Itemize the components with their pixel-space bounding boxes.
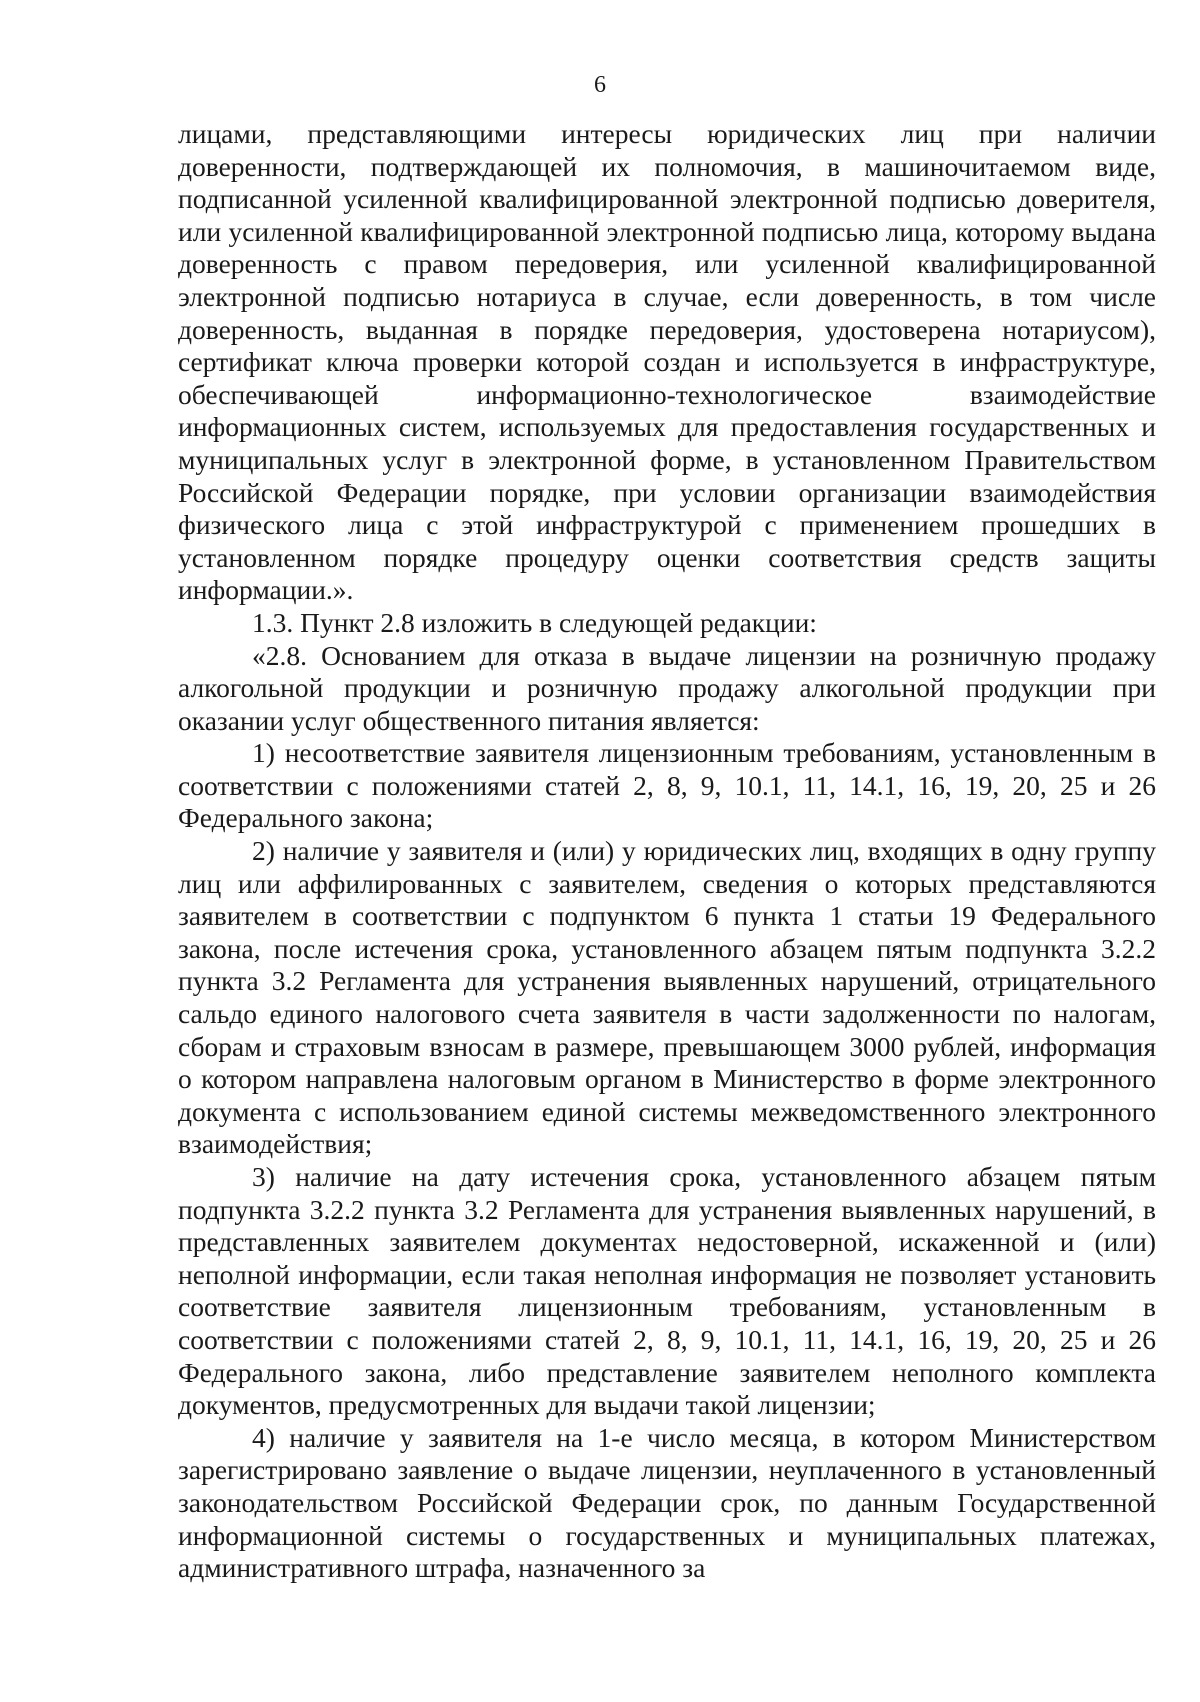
- paragraph-subitem-2: 2) наличие у заявителя и (или) у юридических лиц, входящих в одну группу лиц или аффилированных с заявителем, сведения о которых представляются заявителем в соответствии с подпунктом 6 пункта 1 статьи 19 Федерального закона, после истечения срока, установленного абзацем пятым подпункта 3.2.2 пункта 3.2 Регламента для устранения выявленных нарушений, отрицательного сальдо единого налогового счета заявителя в части задолженности по налогам, сборам и страховым взносам в размере, превышающем 3000 рублей, информация о котором направлена налоговым органом в Министерство в форме электронного документа с использованием единой системы межведомственного электронного взаимодействия;: [178, 835, 1156, 1160]
- paragraph-clause-2-8: «2.8. Основанием для отказа в выдаче лицензии на розничную продажу алкогольной продукции и розничную продажу алкогольной продукции при оказании услуг общественного питания является:: [178, 639, 1156, 736]
- paragraph-subitem-3: 3) наличие на дату истечения срока, установленного абзацем пятым подпункта 3.2.2 пункта 3.2 Регламента для устранения выявленных нарушений, в представленных заявителем документах недостоверной, искаженной и (или) неполной информации, если такая неполная информация не позволяет установить соответствие заявителя лицензионным требованиям, установленным в соответствии с положениями статей 2, 8, 9, 10.1, 11, 14.1, 16, 19, 20, 25 и 26 Федерального закона, либо представление заявителем неполного комплекта документов, предусмотренных для выдачи такой лицензии;: [178, 1161, 1156, 1421]
- document-body: [178, 118, 1156, 1585]
- page-number: 6: [594, 72, 606, 98]
- paragraph-subitem-1: 1) несоответствие заявителя лицензионным требованиям, установленным в соответствии с положениями статей 2, 8, 9, 10.1, 11, 14.1, 16, 19, 20, 25 и 26 Федерального закона;: [178, 737, 1156, 834]
- paragraph-continuation: лицами, представляющими интересы юридических лиц при наличии доверенности, подтверждающей их полномочия, в машиночитаемом виде, подписанной усиленной квалифицированной электронной подписью доверителя, или усиленной квалифицированной электронной подписью лица, которому выдана доверенность с правом передоверия, или усиленной квалифицированной электронной подписью нотариуса в случае, если доверенность, в том числе доверенность, выданная в порядке передоверия, удостоверена нотариусом), сертификат ключа проверки которой создан и используется в инфраструктуре, обеспечивающей информационно-технологическое взаимодействие информационных систем, используемых для предоставления государственных и муниципальных услуг в электронной форме, в установленном Правительством Российской Федерации порядке, при условии организации взаимодействия физического лица с этой инфраструктурой с применением прошедших в установленном порядке процедуру оценки соответствия средств защиты информации.».: [178, 118, 1156, 606]
- paragraph-subitem-4: 4) наличие у заявителя на 1-е число месяца, в котором Министерством зарегистрировано заявление о выдаче лицензии, неуплаченного в установленный законодательством Российской Федерации срок, по данным Государственной информационной системы о государственных и муниципальных платежах, административного штрафа, назначенного за: [178, 1421, 1156, 1584]
- paragraph-item-1-3: 1.3. Пункт 2.8 изложить в следующей редакции:: [252, 606, 817, 638]
